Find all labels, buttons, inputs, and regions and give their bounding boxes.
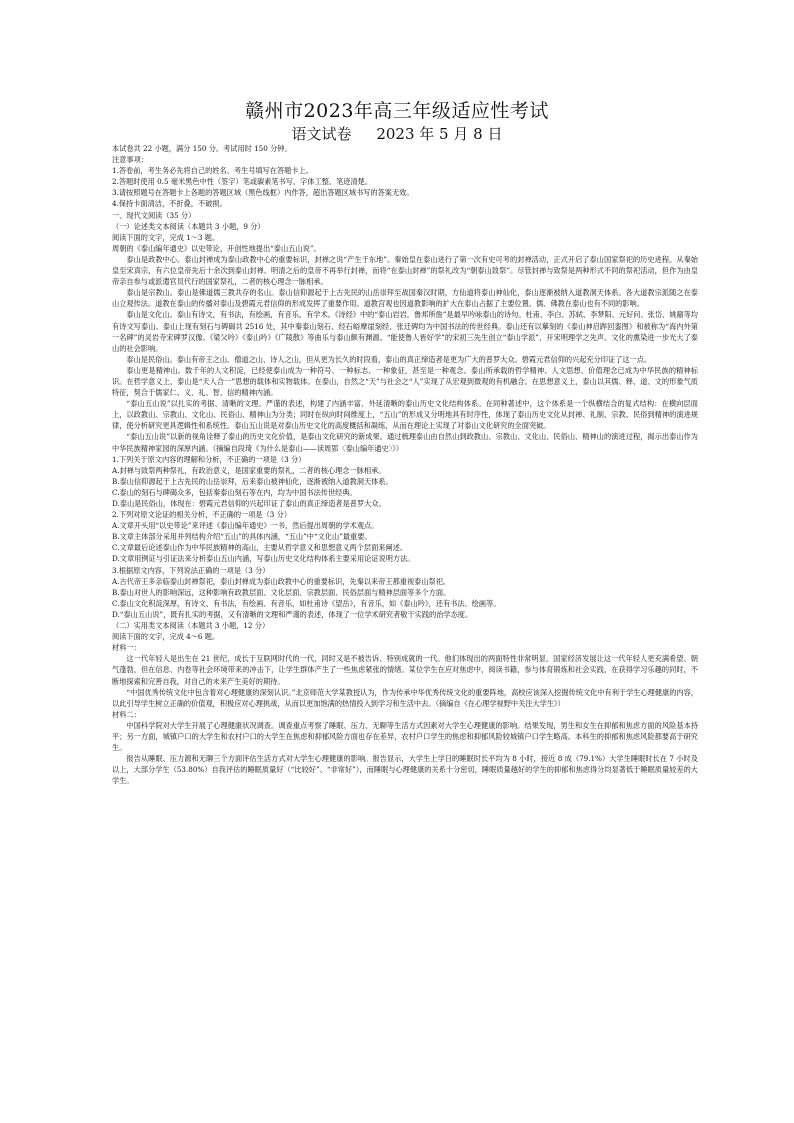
option: C.泰山的刻石与碑碣众多，包括秦泰山刻石等在内，均为中国书法传世经典。 (112, 487, 357, 497)
paragraph: “中国优秀传统文化中包含着对心理健康的深刻认识。”北京师范大学某教授认为，作为传承中华优秀传统文化的重要阵地，高校应该深入挖掘传统文化中有利于学生心理健康的内容，以此引导学生树立正确的价值观，积极应对心理挑战，从而以更加饱满的热情投入到学习和生活中去。（摘编自《在心理学视野中关注大学生》） (112, 687, 698, 708)
option: A.文章开头用“以史带论”来评述《泰山编年通史》一书，然后提出周朝的学术观点。 (112, 521, 379, 531)
option: B.泰山信仰源起于上古先民的山岳崇拜，后来泰山被神仙化，逐渐被纳入道教洞天体系。 (112, 476, 393, 486)
paragraph: 泰山是文化山。泰山有诗文，有书法，有绘画，有音乐，有学术。《诗经》中的“泰山岩岩，鲁邦所詹”是最早吟咏泰山的诗句。杜甫、李白、苏轼、李梦阳、元好问、张岱、姚鼐等均有诗文写泰山。泰山上现有刻石与碑碣共 2516 处，其中秦泰山刻石、经石峪摩崖刻经、张迁碑均为中国书法的传世经典。泰山还有以摹刻的《泰山神启跸回銮图》和被称为“海内外第一名碑”的灵岩寺宋碑罗汉像。《梁父吟》《泰山吟》《广陵散》等曲乐与泰山颇有渊源。“能使鲁人皆好学”的宋初三先生创立“泰山学派”，开宋明理学之先声。文化的熏染进一步光大了泰山的社会影响。 (112, 310, 698, 353)
paragraph: 中国科学院对大学生开展了心理健康状况调查。调查重点考察了睡眠、压力、无聊等生活方式因素对大学生心理健康的影响。结果发现，男生和女生在抑郁和焦虑方面的风险基本持平；另一方面，城镇户口的大学生和农村户口的大学生在焦虑和抑郁风险方面也存在差异，农村户口学生的焦虑和抑郁风险较城镇户口学生略高。本科生的抑郁和焦虑风险都要高于研究生。 (112, 720, 698, 753)
option: C.文章最后论述泰山作为中华民族精神的高山，主要从哲学意义和思想意义两个层面来阐述。 (112, 543, 408, 553)
option: D.“泰山五山说”，既有扎实的考据，又有清晰的文理和严谨的表述，体现了一位学术研究者敬干实践的治学态度。 (112, 609, 473, 619)
paragraph: 这一代年轻人是出生在 21 世纪，成长于互联网时代的一代，同时又是不被告诉、特别成就的一代。他们体现出的两面特性非常明显。国家经济发展让这一代年轻人更充满希望、朝气蓬勃，但在信息、内卷等社会环境带来的冲击下，让学生群体产生了一些焦虑紧张的情绪。某位学生在应对焦虑中，阅读书籍，参与体育锻炼和社会实践，在获得学习乐趣的同时，不断地探索和完善自我，对自己的未来产生美好的期待。 (112, 654, 698, 686)
paragraph: “泰山五山说”以扎实的考据、清晰的文理、严谨的表述，构建了内涵丰富、外延清晰的泰山历史文化结构体系。在同种著述中，这个体系是一个纵横结合的复式结构：在横向层面上，以政教山、宗教山、文化山、民俗山、精神山为分类；同时在纵向时间维度上，“五山”的形成又分明地具有时序性，体现了泰山历史文化从封禅、礼制、宗教、民俗到精神的演进规律，使分析研究更具逻辑性和系统性。泰山五山说是对泰山历史文化的高度概括和凝练，从而在理论上实现了对泰山文化研究的全面突破。 (112, 399, 698, 431)
paragraph: 报告从睡眠、压力源和无聊三个方面评估生活方式对大学生心理健康的影响。报告显示，大学生上学日的睡眠时长平均为 8 小时，接近 8 成（79.1%）大学生睡眠时长在 7 小时及以上，大部分学生（53.80%）自我评估的睡眠质量好（“比较好”、“非常好”），而睡眠与心理健康的关系十分密切，睡眠质量越好的学生的抑郁和焦虑得分均显著低于睡眠质量较差的大学生。 (112, 754, 698, 786)
passage-taishan (112, 254, 698, 454)
intro-block (112, 143, 698, 254)
exam-body (112, 143, 698, 786)
passage-lead: 周朝的《泰山编年通史》以史带论，开创性地提出“泰山五山说”。 (112, 243, 321, 253)
intro-line: 本试卷共 22 小题，满分 150 分。考试用时 150 分钟。 (112, 144, 292, 153)
material-label: 材料二： (112, 709, 141, 719)
exam-subtitle (0, 123, 794, 144)
intro-line: 2.答题时使用 0.5 毫米黑色中性（签字）笔或碳素笔书写，字体工整、笔迹清楚。 (112, 177, 373, 187)
intro-line: 注意事项： (112, 155, 148, 165)
question-stem: 2.下列对原文论证的相关分析，不正确的一项是（3 分） (112, 510, 292, 520)
option: B.泰山对世人的影响深远，这种影响有政教层面、文化层面、宗教层面、民俗层面与精神层面等多个方面。 (112, 587, 451, 597)
section-heading: 一、现代文阅读（35 分） (112, 210, 196, 220)
paragraph: 泰山更是精神山。数千年的人文积淀，已经使泰山成为一种符号、一种标志、一种象征，甚至是一种观念。泰山所承载的哲学精神、人文思想、价值理念已成为中华民族的精神标识。在哲学意义上，泰山是“天人合一”思想的载体和实物载体。在泰山，自然之“天”与社会之“人”实现了从宏观到微观的有机融合。在思想意义上，泰山以其儒、释、道、文的形象气质特征，契合于儒家仁、义、礼、智、信的精神内涵。 (112, 365, 698, 398)
option: C.泰山文化积淀深厚，有诗文、有书法，有绘画、有音乐，如杜甫诗《望岳》，有音乐，如《泰山吟》，还有书法、绘画等。 (112, 598, 501, 608)
section-heading: （一）论述类文本阅读（本题共 3 小题，9 分） (112, 221, 265, 231)
paragraph: 泰山是政教中心。泰山封禅成为泰山政教中心的重要标识，封禅之说“产生于东地”。秦始皇在泰山进行了第一次有史可考的封禅活动，正式开启了泰山国家祭祀的历史进程。从秦始皇至宋真宗，有六位皇帝先后十余次到泰山封禅。明清之后的皇帝不再举行封禅，而将“在泰山封禅”的祭礼改为“朝泰山致祭”。尽管封禅与致祭是两种形式不同的祭祀活动，但作为由皇帝亲自参与或派遣官员代行的国家祭礼，二者的核心理念一脉相承。 (112, 254, 698, 287)
intro-line: 1.答卷前，考生务必先将自己的姓名、考生号填写在答题卡上。 (112, 166, 313, 176)
paragraph: 泰山是宗教山。泰山是佛道儒三教共存的名山。泰山信仰源起于上古先民的山岳崇拜至战国秦汉时期，方仙道将泰山神仙化，泰山逐渐被纳入道教洞天体系。各大道教宗派随之在泰山立观传法。道教在泰山的传播对泰山及碧霞元君信仰的形成发挥了重要作用。道教宫观也因道教影响的扩大在泰山占据了主要位置。儒、佛教在泰山也有不同的影响。 (112, 288, 698, 309)
exam-date: 2023 年 5 月 8 日 (376, 125, 503, 143)
subject-label: 语文试卷 (291, 125, 352, 143)
section-two (112, 620, 698, 786)
exam-title: 赣州市2023年高三年级适应性考试 (245, 100, 549, 122)
intro-line: 3.请按照题号在答题卡上各题的答题区域（黑色线框）内作答，超出答题区域书写的答案无效。 (112, 188, 414, 198)
instruction-line: 阅读下面的文字，完成 4～6 题。 (112, 632, 220, 642)
intro-line: 4.保持卡面清洁，不折叠，不破损。 (112, 199, 227, 209)
instruction-line: 阅读下面的文字，完成 1～3 题。 (112, 232, 220, 242)
option: A.古代帝王多亲临泰山封禅祭祀，泰山封禅成为泰山政教中心的重要标识，先秦以来帝王都重视泰山祭祀。 (112, 576, 451, 586)
section-heading: （二）实用类文本阅读（本题共 3 小题，12 分） (112, 621, 270, 631)
option: A.封禅与致祭两种祭礼，有政治意义，是国家重要的祭礼，二者的核心理念一脉相承。 (112, 465, 386, 475)
question-stem: 1.下列关于原文内容的理解和分析，不正确的一项是（3 分） (112, 454, 306, 464)
question-stem: 3.根据原文内容，下列说法正确的一项是（3 分） (112, 565, 270, 575)
option: D.文章用例证与引证法来分析泰山五山内涵，写泰山历史文化结构体系主要采用论证说明方法。 (112, 554, 415, 564)
questions-1-3 (112, 454, 698, 620)
option: D.泰山是民俗山，体现在：碧霞元君信仰的兴起印证了泰山的真正缔造者是普罗大众。 (112, 499, 386, 508)
paragraph: 泰山是民俗山。泰山有帝王之山、僧道之山、诗人之山，但从更为长久的时段看，泰山的真正缔造者是更为广大的普罗大众。碧霞元君信仰的兴起充分印证了这一点。 (126, 354, 652, 364)
paragraph: “泰山五山说”以新的视角诠释了泰山的历史文化价值，是泰山文化研究的新成果。通过梳理泰山由自然山到政教山、宗教山、文化山、民俗山、精神山的演进过程，揭示出泰山作为中华民族精神家园的深厚内涵。（摘编自段琦《为什么是泰山——读周郢〈泰山编年通史〉》） (112, 432, 698, 453)
material-label: 材料一： (112, 643, 141, 653)
option: B.文章主体部分采用并列结构介绍“五山”的具体内涵，“五山”中“文化山”最重要。 (112, 532, 372, 542)
